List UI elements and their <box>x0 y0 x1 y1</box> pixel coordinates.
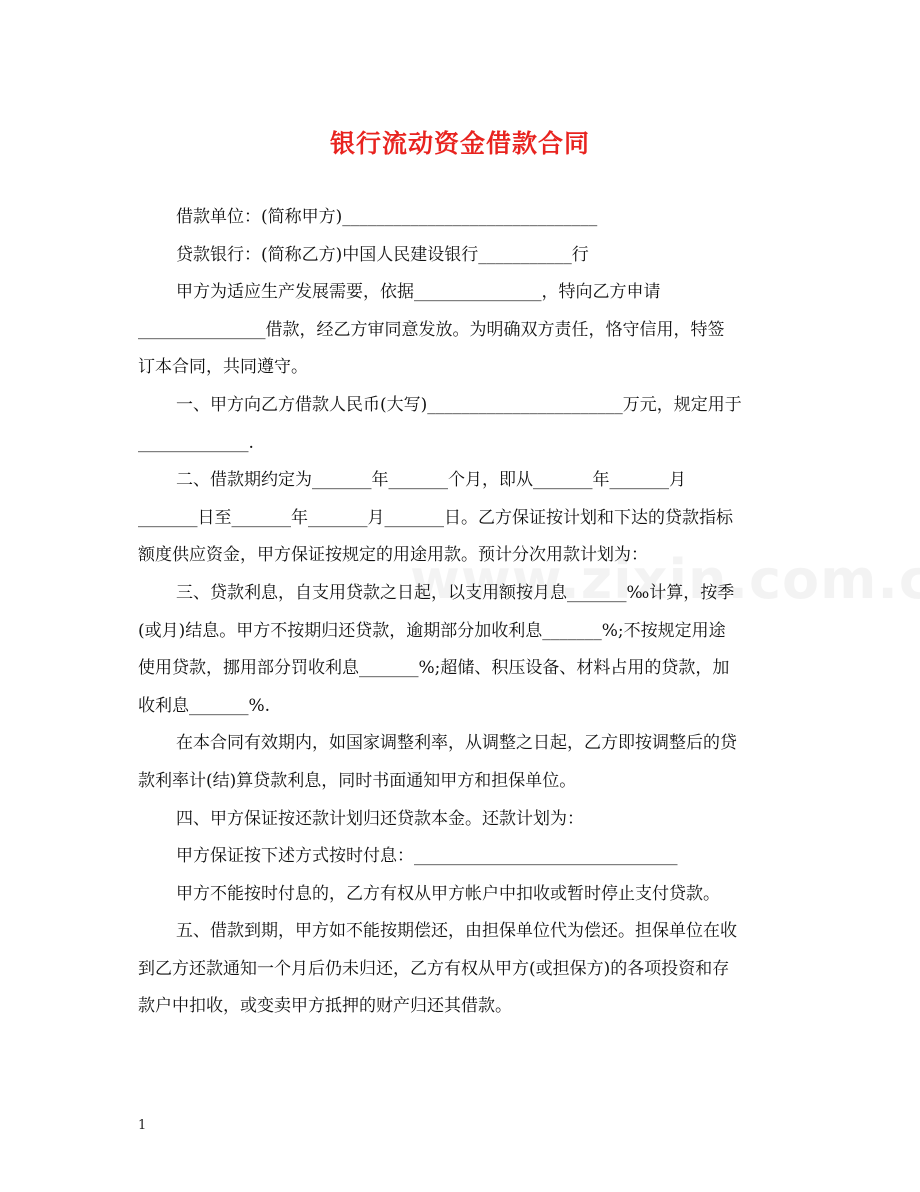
document-line: _______________借款，经乙方审同意发放。为明确双方责任，恪守信用，特签 <box>138 319 725 340</box>
document-line: 款户中扣收，或变卖甲方抵押的财产归还其借款。 <box>138 996 512 1017</box>
document-line: 一、甲方向乙方借款人民币(大写)_______________________万元，规定用于 <box>176 394 742 415</box>
document-line: 四、甲方保证按还款计划归还贷款本金。还款计划为： <box>176 808 584 829</box>
document-line: 甲方保证按下述方式按时付息：_______________________________ <box>176 846 678 867</box>
document-line: 借款单位：(简称甲方)______________________________ <box>176 207 598 227</box>
document-line: 五、借款到期，甲方如不能按期偿还，由担保单位代为偿还。担保单位在收 <box>176 921 737 942</box>
document-line: 二、借款期约定为_______年_______个月，即从_______年_______月 <box>176 470 686 491</box>
document-line: 到乙方还款通知一个月后仍未归还，乙方有权从甲方(或担保方)的各项投资和存 <box>138 958 730 979</box>
document-line: 使用贷款，挪用部分罚收利息_______%;超储、积压设备、材料占用的贷款，加 <box>138 658 730 679</box>
document-line: 订本合同，共同遵守。 <box>138 357 308 378</box>
document-line: 在本合同有效期内，如国家调整利率，从调整之日起，乙方即按调整后的贷 <box>176 733 737 754</box>
document-line: 甲方不能按时付息的，乙方有权从甲方帐户中扣收或暂时停止支付贷款。 <box>176 883 720 904</box>
document-line: 款利率计(结)算贷款利息，同时书面通知甲方和担保单位。 <box>138 770 577 791</box>
document-line: 额度供应资金，甲方保证按规定的用途用款。预计分次用款计划为： <box>138 545 648 566</box>
document-line: 贷款银行：(简称乙方)中国人民建设银行___________行 <box>176 244 589 265</box>
document-body <box>138 199 778 1026</box>
document-title: 银行流动资金借款合同 <box>329 129 590 158</box>
document-line: 甲方为适应生产发展需要，依据_______________，特向乙方申请 <box>176 282 661 303</box>
document-line: (或月)结息。甲方不按期归还贷款，逾期部分加收利息_______%;不按规定用途 <box>138 620 726 641</box>
document-line: 收利息_______%. <box>138 695 271 716</box>
document-line: _____________. <box>138 432 254 453</box>
document-line: _______日至_______年_______月_______日。乙方保证按计划和下达的贷款指标 <box>138 507 733 528</box>
page-number: 1 <box>138 1118 147 1133</box>
document-line: 三、贷款利息，自支用贷款之日起，以支用额按月息_______‰计算，按季 <box>176 582 735 603</box>
